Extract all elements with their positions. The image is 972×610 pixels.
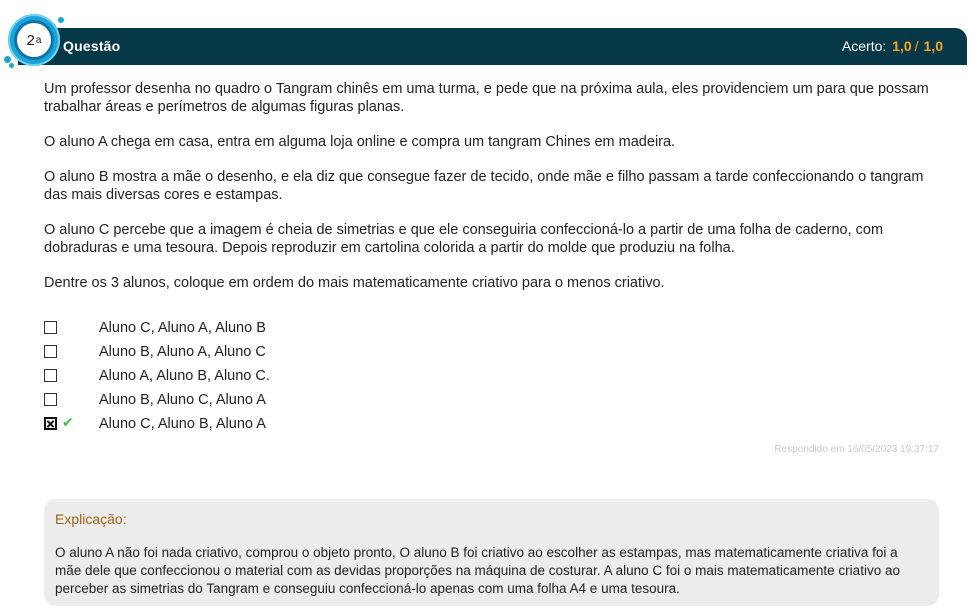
answer-option[interactable] (44, 366, 464, 390)
badge-decor-dot (58, 17, 64, 23)
question-paragraph: O aluno B mostra a mãe o desenho, e ela diz que consegue fazer de tecido, onde mãe e filho passam a tarde confeccionando o tangram das mais diversas cores e estampas. (44, 169, 924, 203)
question-header (18, 28, 967, 65)
option-checkbox[interactable] (44, 369, 57, 382)
explanation-title: Explicação: (55, 511, 127, 527)
score (842, 38, 943, 54)
explanation-box (44, 499, 939, 606)
answer-options (44, 318, 464, 438)
answer-option[interactable] (44, 342, 464, 366)
option-label: Aluno A, Aluno B, Aluno C. (99, 368, 270, 384)
question-number-value: 2 (26, 31, 35, 49)
answer-option[interactable] (44, 390, 464, 414)
question-title: Questão (63, 38, 121, 54)
check-icon: ✔ (62, 414, 74, 430)
badge-decor-dot (4, 56, 11, 63)
badge-decor-dot (9, 63, 14, 68)
option-checkbox[interactable] (44, 345, 57, 358)
answer-option-selected[interactable] (44, 414, 464, 438)
score-label: Acerto: (841, 38, 887, 54)
option-label: Aluno C, Aluno A, Aluno B (99, 320, 266, 336)
question-paragraph: O aluno A chega em casa, entra em alguma loja online e compra um tangram Chines em madeira. (44, 134, 676, 150)
score-value: 1,0 (892, 38, 912, 54)
question-number (17, 23, 51, 57)
question-statement (44, 80, 944, 309)
score-total: 1,0 (923, 38, 943, 54)
option-label: Aluno B, Aluno C, Aluno A (99, 392, 266, 408)
option-checkbox-checked[interactable] (44, 417, 57, 430)
question-paragraph: Dentre os 3 alunos, coloque em ordem do mais matematicamente criativo para o menos criativo. (44, 275, 665, 291)
answered-timestamp: Respondido em 16/05/2023 19:37:17 (774, 444, 939, 455)
question-paragraph: O aluno C percebe que a imagem é cheia de simetrias e que ele conseguiria confeccioná-lo a partir de uma folha de caderno, com dobraduras e uma tesoura. Depois reproduzir em cartolina colorida a partir do molde que produziu na folha. (44, 222, 884, 256)
option-label: Aluno B, Aluno A, Aluno C (99, 344, 266, 360)
option-checkbox[interactable] (44, 321, 57, 334)
score-separator: / (914, 38, 919, 54)
option-checkbox[interactable] (44, 393, 57, 406)
question-paragraph: Um professor desenha no quadro o Tangram chinês em uma turma, e pede que na próxima aula, eles providenciem um para que possam trabalhar áreas e perímetros de algumas figuras planas. (44, 81, 929, 115)
explanation-text: O aluno A não foi nada criativo, comprou o objeto pronto, O aluno B foi criativo ao escolher as estampas, mas matematicamente criativa foi a mãe dele que confeccionou o material com as devidas proporções na máquina de costurar. A aluno C foi o mais matematicamente criativo ao perceber as simetrias do Tangram e conseguiu confeccioná-lo apenas com uma folha A4 e uma tesoura. (55, 545, 900, 596)
question-number-suffix: a (35, 34, 42, 46)
option-label: Aluno C, Aluno B, Aluno A (99, 416, 266, 432)
answer-option[interactable] (44, 318, 464, 342)
